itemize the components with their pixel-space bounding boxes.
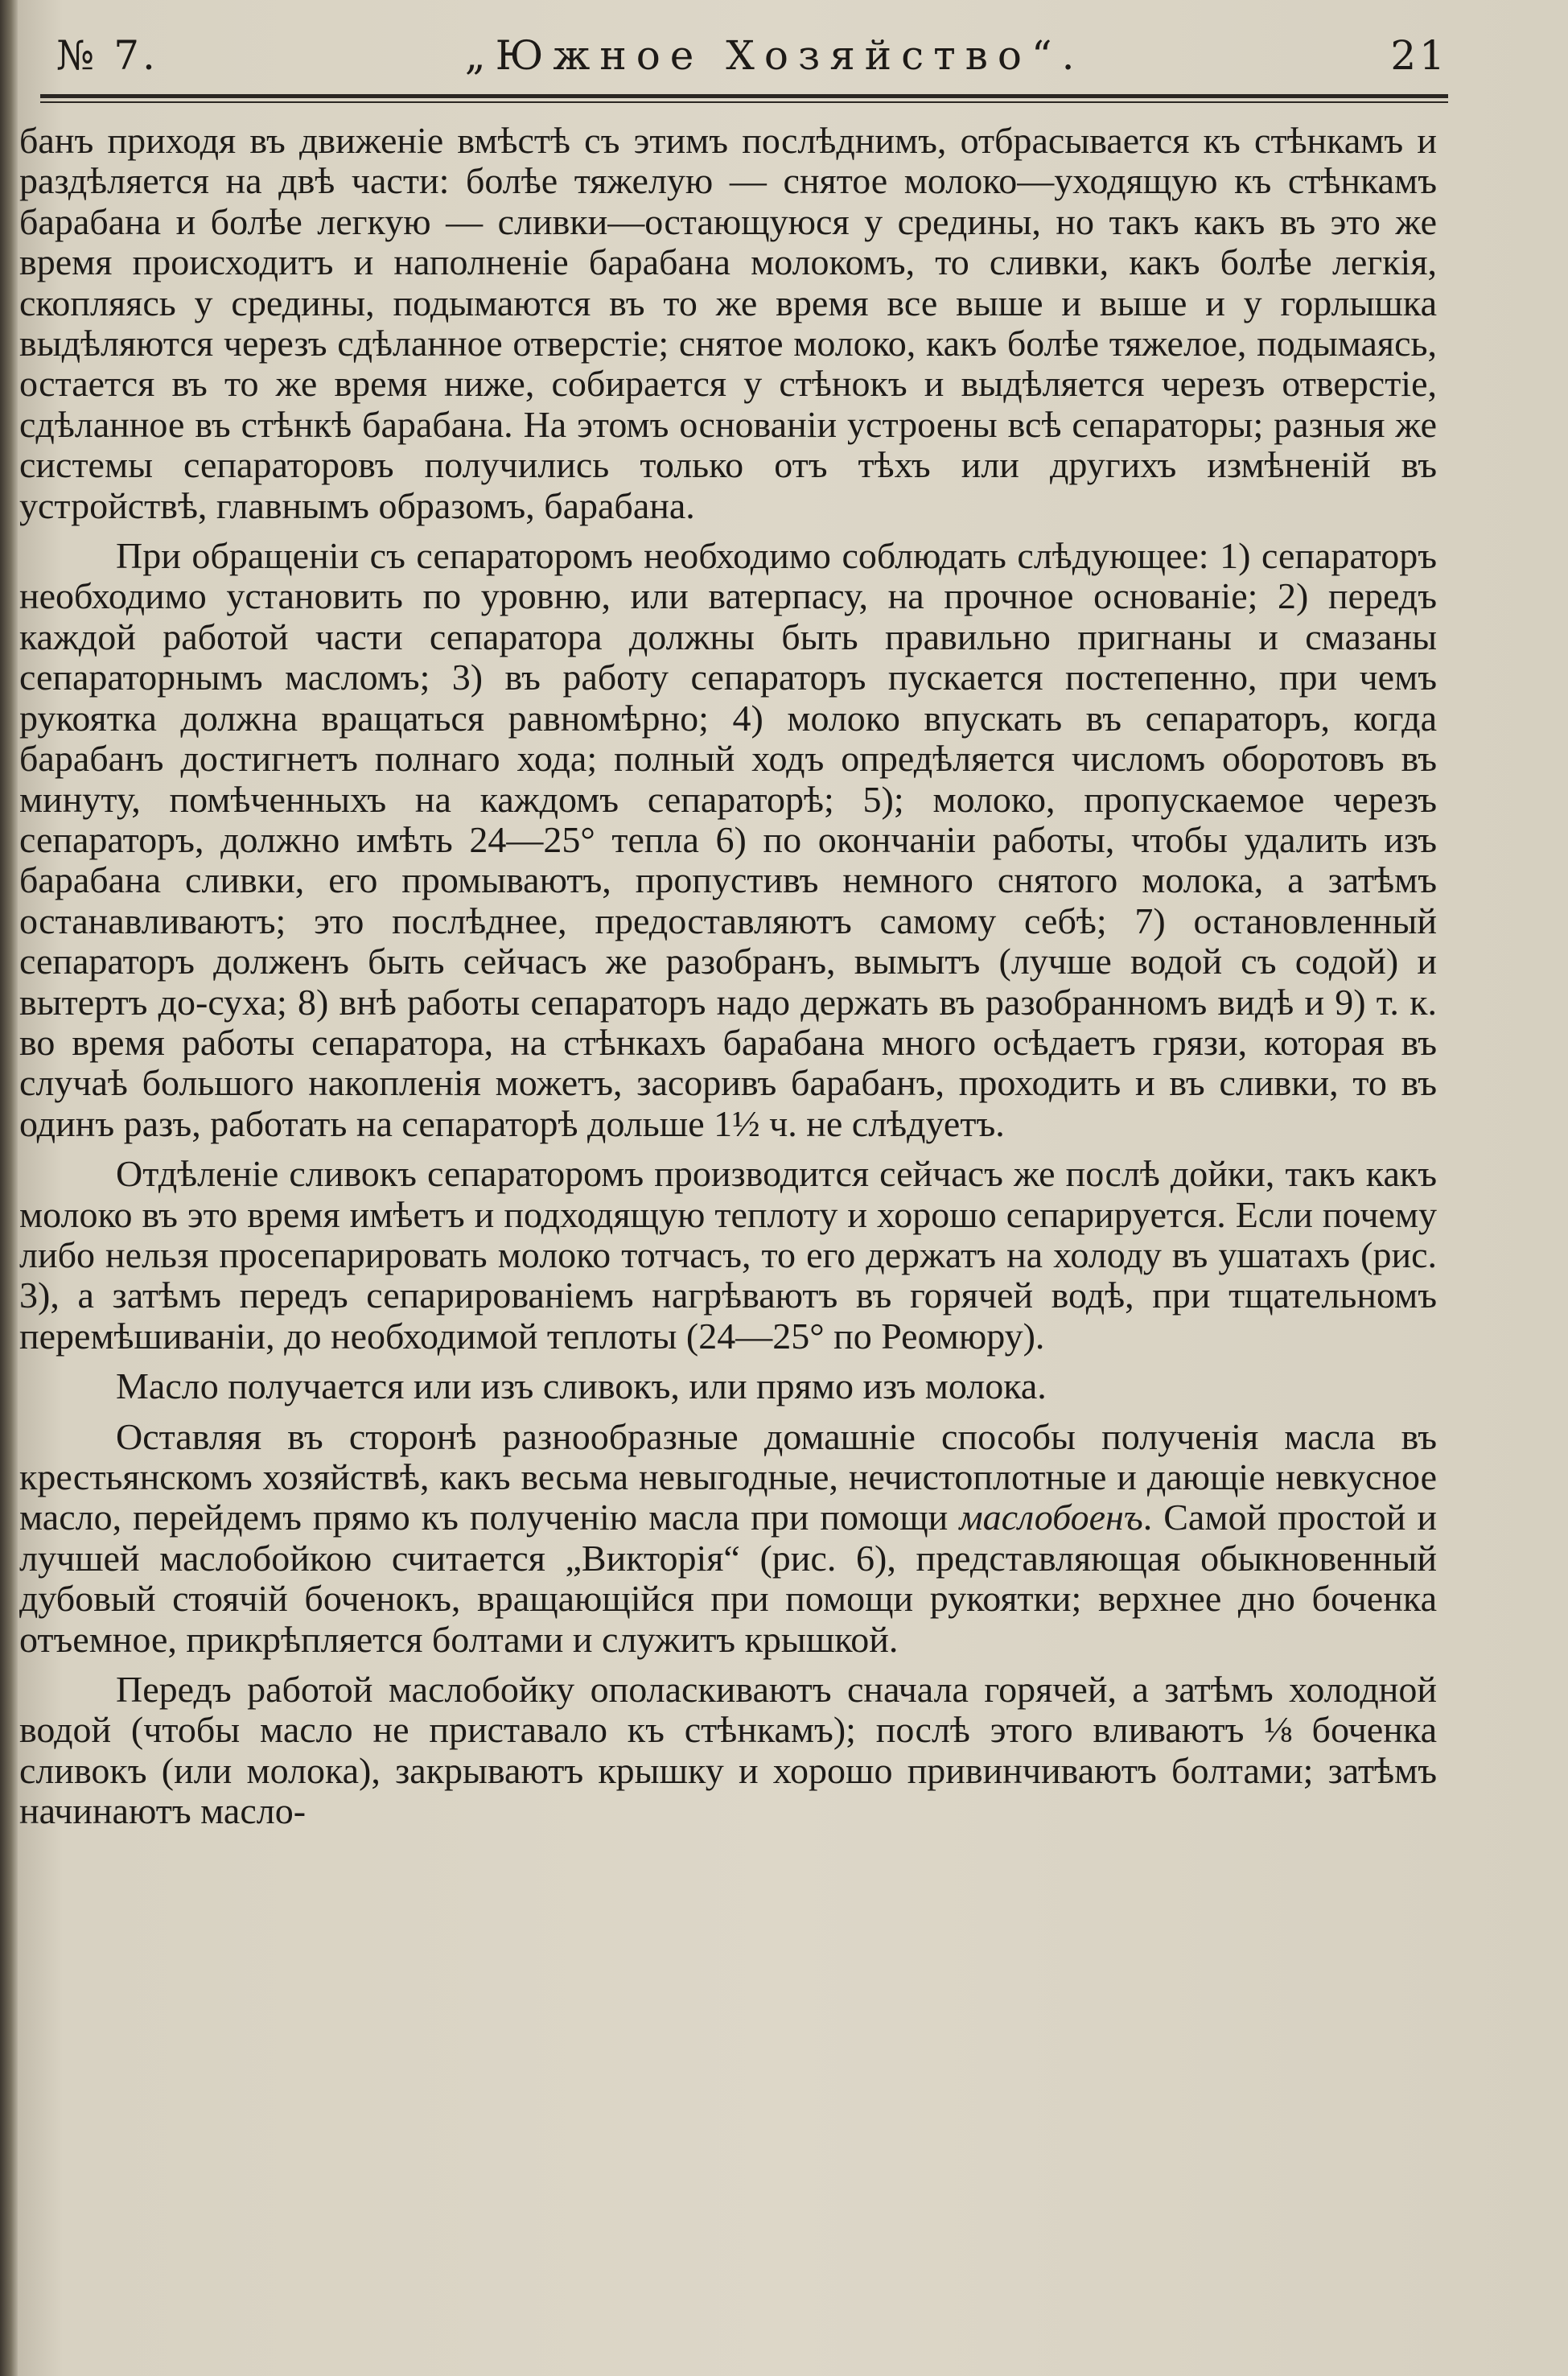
paragraph-3: Отдѣленіе сливокъ сепараторомъ производится сейчасъ же послѣ дойки, такъ какъ молоко въ это время имѣетъ и подходящую теплоту и хорошо сепарируется. Если почему либо нельзя просепарировать молоко тотчасъ, то его держатъ на холоду въ ушатахъ (рис. 3), а затѣмъ передъ сепарированіемъ нагрѣваютъ въ горячей водѣ, при тщательномъ перемѣшиваніи, до необходимой теплоты (24—25° по Реомюру). xyxy=(19,1153,1437,1357)
paragraph-1: банъ приходя въ движеніе вмѣстѣ съ этимъ послѣднимъ, отбрасывается къ стѣнкамъ и раздѣляется на двѣ части: болѣе тяжелую — снятое молоко—уходящую къ стѣнкамъ барабана и болѣе легкую — сливки—остающуюся у средины, но такъ какъ въ это же время происходитъ и наполненіе барабана молокомъ, то сливки, какъ болѣе легкія, скопляясь у средины, подымаются въ то же время все выше и выше и у горлышка выдѣляются черезъ сдѣланное отверстіе; снятое молоко, какъ болѣе тяжелое, подымаясь, остается въ то же время ниже, собирается у стѣнокъ и выдѣляется черезъ отверстіе, сдѣланное въ стѣнкѣ барабана. На этомъ основаніи устроены всѣ сепараторы; разныя же системы сепараторовъ получились только отъ тѣхъ или другихъ измѣненій въ устройствѣ, главнымъ образомъ, барабана. xyxy=(19,120,1437,526)
journal-title: „Южное Хозяйство“. xyxy=(464,32,1084,79)
header-rule-thick xyxy=(40,94,1448,98)
page-header xyxy=(56,32,1448,89)
header-rule-thin xyxy=(40,101,1448,103)
paragraph-5-part-2: . Самой простой и лучшей маслобойкою считается „Викторія“ (рис. 6), представляющая обыкновенный дубовый стоячій боченокъ, вращающійся при помощи рукоятки; верхнее дно боченка отъемное, прикрѣпляется болтами и служитъ крышкой. xyxy=(19,1497,1437,1660)
book-spine-gutter xyxy=(0,0,18,2376)
paragraph-5-emphasis: маслобоенъ xyxy=(959,1497,1143,1538)
paragraph-5-part-1: Оставляя въ сторонѣ разнообразные домашніе способы полученія масла въ крестьянскомъ хозяйствѣ, какъ весьма невыгодные, нечистоплотные и дающіе невкусное масло, перейдемъ прямо къ полученію масла при помощи xyxy=(19,1415,1437,1538)
page-number: 21 xyxy=(1390,32,1448,79)
issue-number: № 7. xyxy=(56,32,158,79)
paragraph-5 xyxy=(19,1417,1437,1660)
paragraph-2: При обращеніи съ сепараторомъ необходимо соблюдать слѣдующее: 1) сепараторъ необходимо установить по уровню, или ватерпасу, на прочное основаніе; 2) передъ каждой работой части сепаратора должны быть правильно пригнаны и смазаны сепараторнымъ масломъ; 3) въ работу сепараторъ пускается постепенно, при чемъ рукоятка должна вращаться равномѣрно; 4) молоко впускать въ сепараторъ, когда барабанъ достигнетъ полнаго хода; полный ходъ опредѣляется числомъ оборотовъ въ минуту, помѣченныхъ на каждомъ сепараторѣ; 5); молоко, пропускаемое черезъ сепараторъ, должно имѣть 24—25° тепла 6) по окончаніи работы, чтобы удалить изъ барабана сливки, его промываютъ, пропустивъ немного снятого молока, а затѣмъ останавливаютъ; это послѣднее, предоставляютъ самому себѣ; 7) остановленный сепараторъ долженъ быть сейчасъ же разобранъ, вымытъ (лучше водой съ содой) и вытертъ до-суха; 8) внѣ работы сепараторъ надо держать въ разобранномъ видѣ и 9) т. к. во время работы сепаратора, на стѣнкахъ барабана много осѣдаетъ грязи, которая въ случаѣ большого накопленія можетъ, засоривъ барабанъ, проходить и въ сливки, то въ одинъ разъ, работать на сепараторѣ дольше 1½ ч. не слѣдуетъ. xyxy=(19,535,1437,1144)
paragraph-4: Масло получается или изъ сливокъ, или прямо изъ молока. xyxy=(116,1365,1047,1407)
paragraph-6: Передъ работой маслобойку ополаскиваютъ сначала горячей, а затѣмъ холодной водой (чтобы масло не приставало къ стѣнкамъ); послѣ этого вливаютъ ⅛ боченка сливокъ (или молока), закрываютъ крышку и хорошо привинчиваютъ болтами; затѣмъ начинаютъ масло- xyxy=(19,1669,1437,1832)
article-body xyxy=(19,121,1437,1842)
